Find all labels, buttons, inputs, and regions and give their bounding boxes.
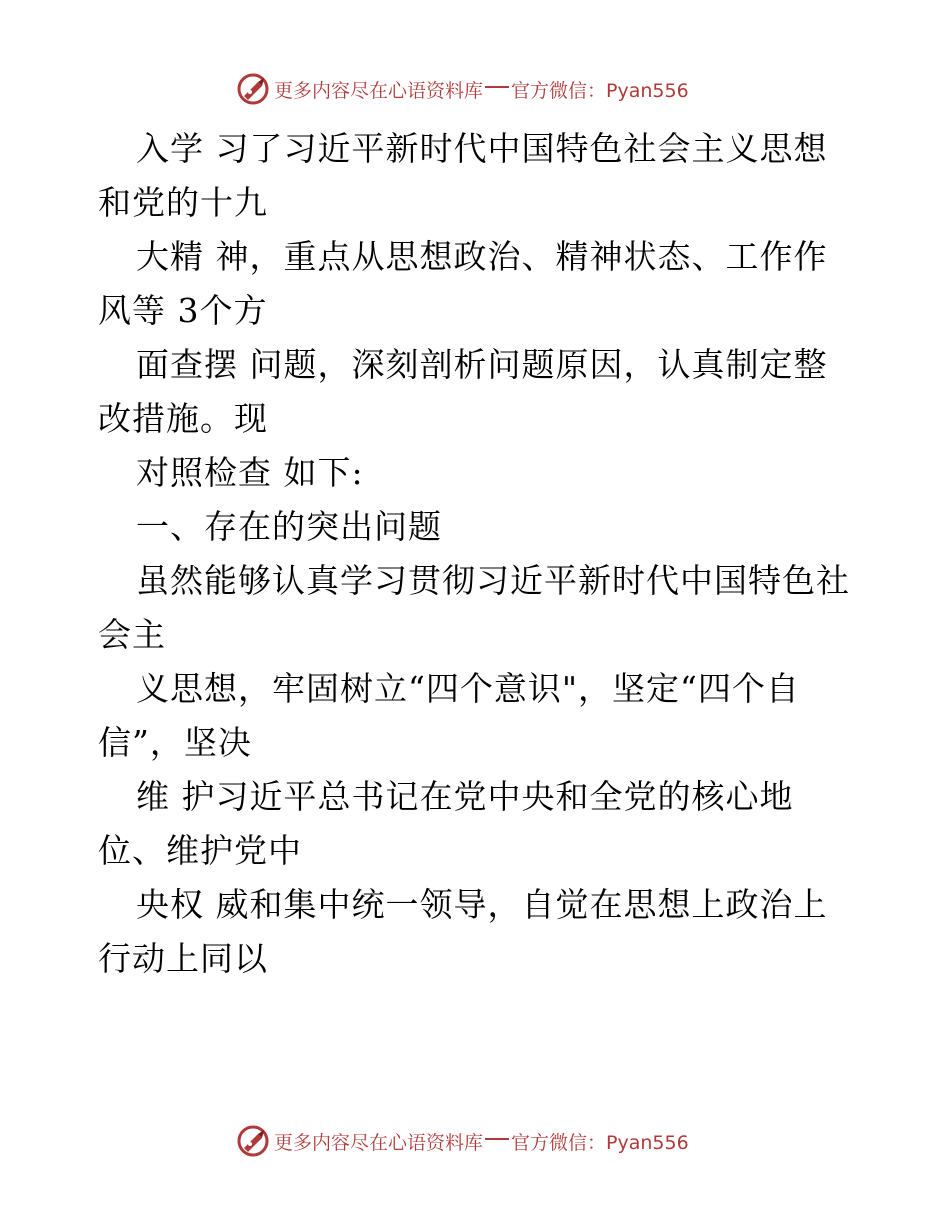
body-line: 面查摆 问题，深刻剖析问题原因，认真制定整 — [136, 345, 828, 384]
header-banner-separator — [485, 86, 509, 88]
body-line: 入学 习了习近平新时代中国特色社会主义思想 — [136, 129, 828, 168]
section-heading: 一、存在的突出问题 — [136, 507, 442, 546]
body-line: 风等 3个方 — [98, 291, 268, 330]
body-line: 信”，坚决 — [98, 723, 252, 762]
header-wechat-label: 官方微信：Pyan556 — [511, 79, 689, 102]
body-line: 大精 神，重点从思想政治、精神状态、工作作 — [136, 237, 828, 276]
header-banner — [236, 72, 689, 106]
body-line: 和党的十九 — [98, 183, 268, 222]
footer-wechat-label: 官方微信：Pyan556 — [511, 1131, 689, 1154]
body-line: 维 护习近平总书记在党中央和全党的核心地 — [136, 777, 794, 816]
pen-nib-logo-icon — [236, 1124, 270, 1158]
body-line: 对照检查 如下: — [136, 453, 364, 492]
body-line: 改措施。现 — [98, 399, 268, 438]
body-line: 位、维护党中 — [98, 831, 302, 870]
body-line: 央权 威和集中统一领导，自觉在思想上政治上 — [136, 885, 828, 924]
pen-nib-logo-icon — [236, 72, 270, 106]
body-line: 会主 — [98, 615, 166, 654]
footer-banner-separator — [485, 1138, 509, 1140]
header-banner-text: 更多内容尽在心语资料库 — [274, 79, 484, 102]
footer-banner — [236, 1124, 689, 1158]
body-line: 行动上同以 — [98, 939, 268, 978]
footer-banner-text: 更多内容尽在心语资料库 — [274, 1131, 484, 1154]
body-line: 义思想，牢固树立“四个意识"，坚定“四个自 — [136, 669, 800, 708]
document-body — [98, 122, 908, 986]
body-line: 虽然能够认真学习贯彻习近平新时代中国特色社 — [136, 561, 850, 600]
